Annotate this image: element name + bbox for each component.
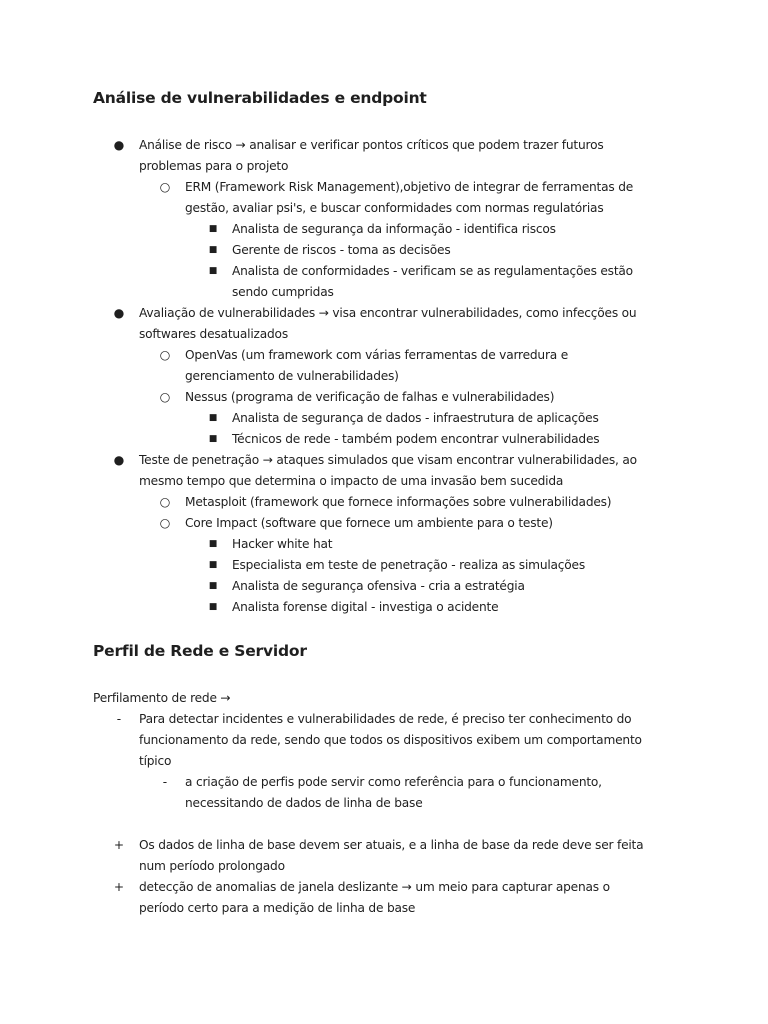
square-marker: ■ (208, 434, 218, 444)
list-item-text: Analista de conformidades - verificam se as regulamentações estão (232, 264, 633, 278)
list-item-text: Técnicos de rede - também podem encontrar vulnerabilidades (232, 432, 600, 446)
list-item-text: num período prolongado (139, 859, 285, 873)
circle-marker: ○ (159, 495, 171, 509)
bullet-marker: ● (113, 453, 125, 467)
square-marker: ■ (208, 581, 218, 591)
plus-marker: + (113, 838, 125, 852)
list-item-text: Analista forense digital - investiga o acidente (232, 600, 499, 614)
list-item-text: período certo para a medição de linha de base (139, 901, 416, 915)
plus-marker: + (113, 880, 125, 894)
list-item-text: Metasploit (framework que fornece informações sobre vulnerabilidades) (185, 495, 612, 509)
square-marker: ■ (208, 602, 218, 612)
square-marker: ■ (208, 224, 218, 234)
list-item-text: Especialista em teste de penetração - realiza as simulações (232, 558, 586, 572)
section1-heading: Análise de vulnerabilidades e endpoint (93, 89, 427, 107)
square-marker: ■ (208, 245, 218, 255)
list-item-text: Analista de segurança da informação - identifica riscos (232, 222, 556, 236)
list-item-text: a criação de perfis pode servir como referência para o funcionamento, (185, 775, 602, 789)
dash-marker: - (162, 775, 168, 789)
list-item-text: típico (139, 754, 172, 768)
dash-marker: - (116, 712, 122, 726)
list-item-text: ERM (Framework Risk Management),objetivo de integrar de ferramentas de (185, 180, 634, 194)
square-marker: ■ (208, 266, 218, 276)
list-item-text: problemas para o projeto (139, 159, 289, 173)
list-item-text: softwares desatualizados (139, 327, 288, 341)
list-item-text: sendo cumpridas (232, 285, 334, 299)
circle-marker: ○ (159, 390, 171, 404)
list-item-text: detecção de anomalias de janela deslizante → um meio para capturar apenas o (139, 880, 610, 894)
list-item-text: Gerente de riscos - toma as decisões (232, 243, 451, 257)
bullet-marker: ● (113, 138, 125, 152)
list-item-text: Core Impact (software que fornece um ambiente para o teste) (185, 516, 553, 530)
circle-marker: ○ (159, 516, 171, 530)
list-item-text: Analista de segurança ofensiva - cria a estratégia (232, 579, 525, 593)
list-item-text: gerenciamento de vulnerabilidades) (185, 369, 399, 383)
list-item-text: gestão, avaliar psi's, e buscar conformidades com normas regulatórias (185, 201, 604, 215)
bullet-marker: ● (113, 306, 125, 320)
list-item-text: Nessus (programa de verificação de falhas e vulnerabilidades) (185, 390, 555, 404)
list-item-text: Para detectar incidentes e vulnerabilidades de rede, é preciso ter conhecimento do (139, 712, 632, 726)
list-item-text: Análise de risco → analisar e verificar pontos críticos que podem trazer futuros (139, 138, 604, 152)
list-item-text: Os dados de linha de base devem ser atuais, e a linha de base da rede deve ser feita (139, 838, 644, 852)
list-item-text: Analista de segurança de dados - infraestrutura de aplicações (232, 411, 599, 425)
square-marker: ■ (208, 413, 218, 423)
list-item-text: OpenVas (um framework com várias ferramentas de varredura e (185, 348, 569, 362)
list-item-text: necessitando de dados de linha de base (185, 796, 423, 810)
circle-marker: ○ (159, 348, 171, 362)
list-item-text: Avaliação de vulnerabilidades → visa encontrar vulnerabilidades, como infecções ou (139, 306, 637, 320)
square-marker: ■ (208, 560, 218, 570)
section2-heading: Perfil de Rede e Servidor (93, 642, 307, 660)
list-item-text: Hacker white hat (232, 537, 333, 551)
list-item-text: mesmo tempo que determina o impacto de uma invasão bem sucedida (139, 474, 564, 488)
square-marker: ■ (208, 539, 218, 549)
list-item-text: funcionamento da rede, sendo que todos os dispositivos exibem um comportamento (139, 733, 642, 747)
section2-intro: Perfilamento de rede → (93, 691, 231, 705)
circle-marker: ○ (159, 180, 171, 194)
list-item-text: Teste de penetração → ataques simulados que visam encontrar vulnerabilidades, ao (139, 453, 637, 467)
